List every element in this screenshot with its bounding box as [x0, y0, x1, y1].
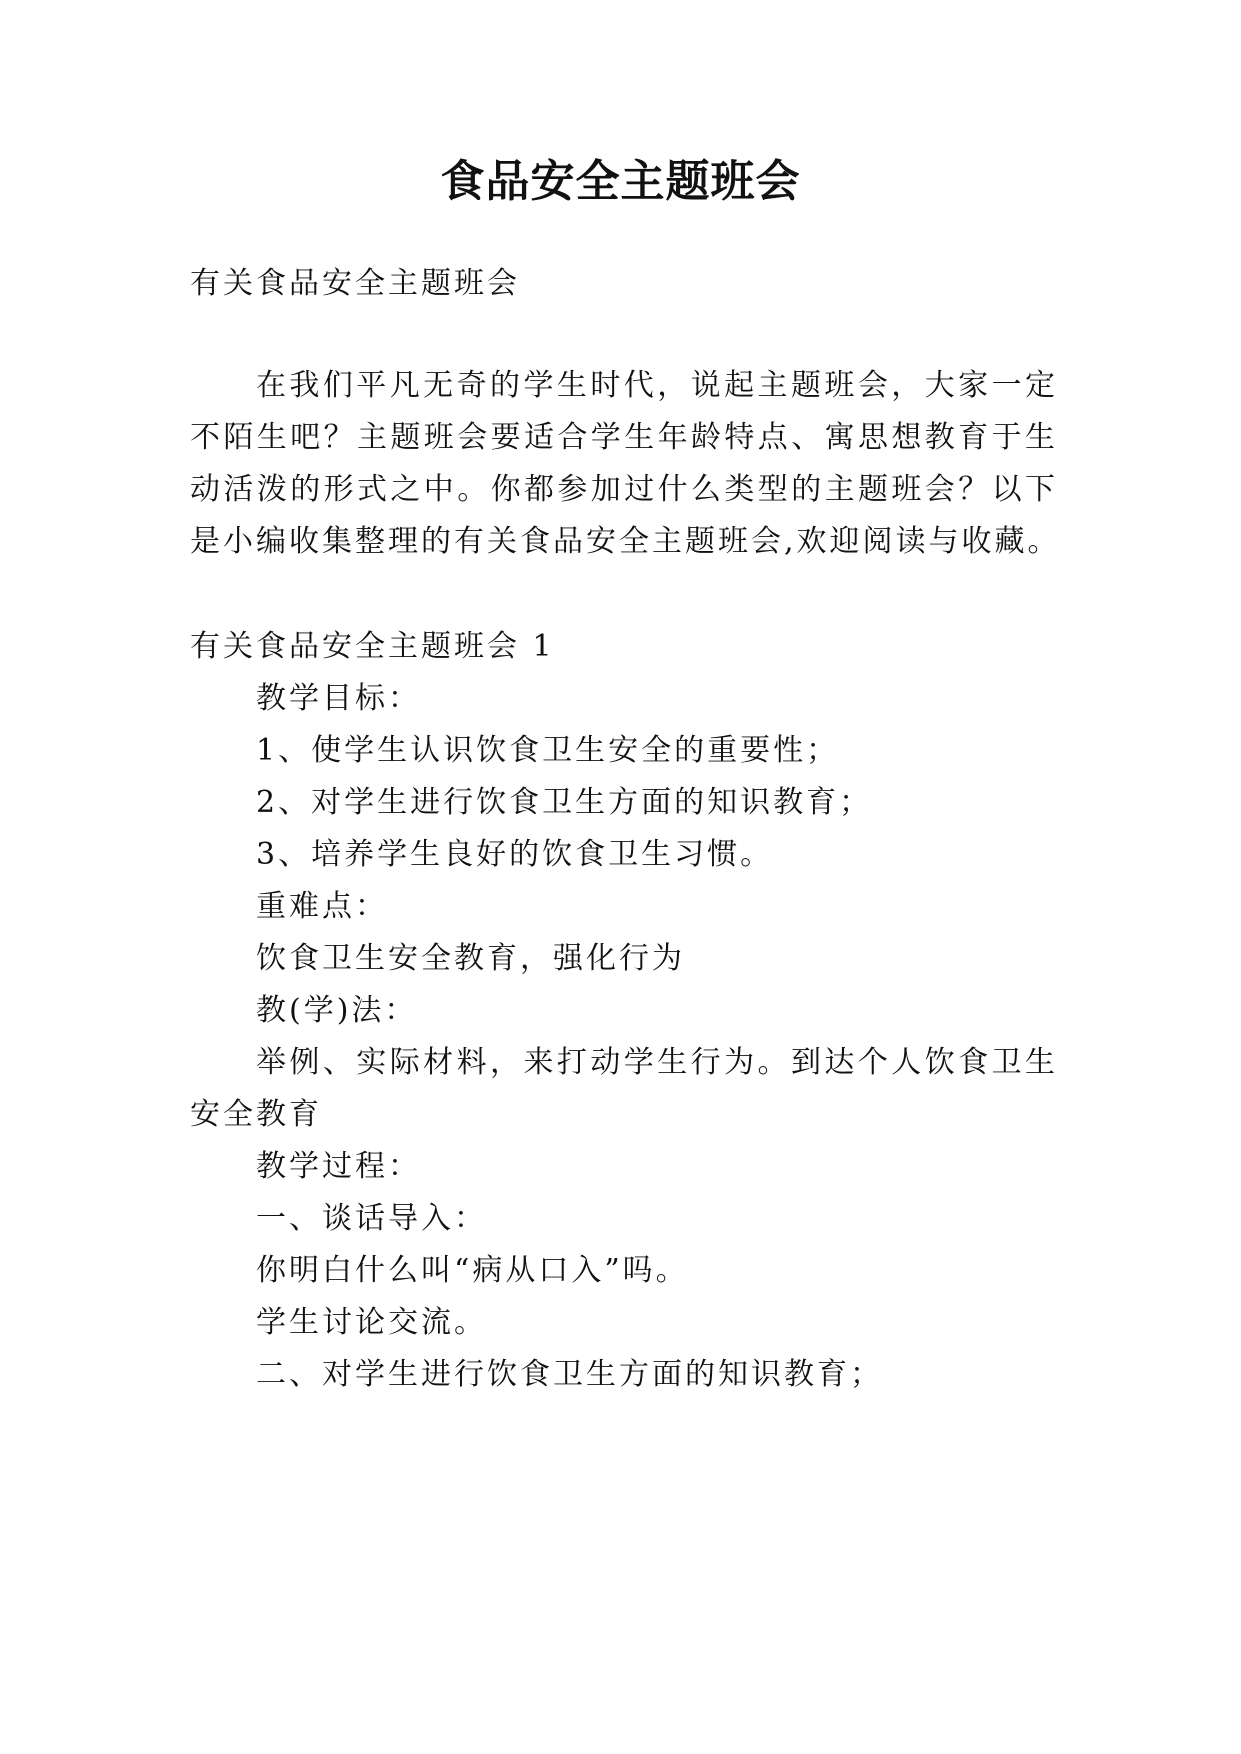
intro-line-1: 在我们平凡无奇的学生时代，说起主题班会，大家一定 [256, 368, 1058, 403]
intro-line-4: 是小编收集整理的有关食品安全主题班会,欢迎阅读与收藏。 [190, 524, 1061, 559]
intro-line-3: 动活泼的形式之中。你都参加过什么类型的主题班会？以下 [190, 472, 1058, 507]
method-text-line-1: 举例、实际材料，来打动学生行为。到达个人饮食卫生 [256, 1045, 1058, 1080]
goal-item-3: 3、培养学生良好的饮食卫生习惯。 [256, 837, 774, 872]
goal-item-2: 2、对学生进行饮食卫生方面的知识教育； [256, 785, 873, 820]
document-subtitle: 有关食品安全主题班会 [190, 266, 520, 301]
intro-line-2: 不陌生吧？主题班会要适合学生年龄特点、寓思想教育于生 [190, 420, 1058, 455]
document-title: 食品安全主题班会 [440, 156, 801, 207]
step-one-discussion: 学生讨论交流。 [256, 1305, 487, 1340]
step-one-heading: 一、谈话导入： [256, 1201, 487, 1236]
step-one-question: 你明白什么叫“病从口入”吗。 [256, 1253, 689, 1288]
key-points-heading: 重难点： [256, 889, 388, 924]
process-heading: 教学过程： [256, 1149, 421, 1184]
method-text-line-2: 安全教育 [190, 1097, 322, 1132]
method-heading: 教(学)法： [256, 993, 418, 1028]
section-title: 有关食品安全主题班会 1 [190, 629, 555, 664]
step-two-heading: 二、对学生进行饮食卫生方面的知识教育； [256, 1357, 883, 1392]
goal-item-1: 1、使学生认识饮食卫生安全的重要性； [256, 733, 840, 768]
teaching-goals-heading: 教学目标： [256, 681, 421, 716]
key-points-text: 饮食卫生安全教育，强化行为 [256, 941, 685, 976]
